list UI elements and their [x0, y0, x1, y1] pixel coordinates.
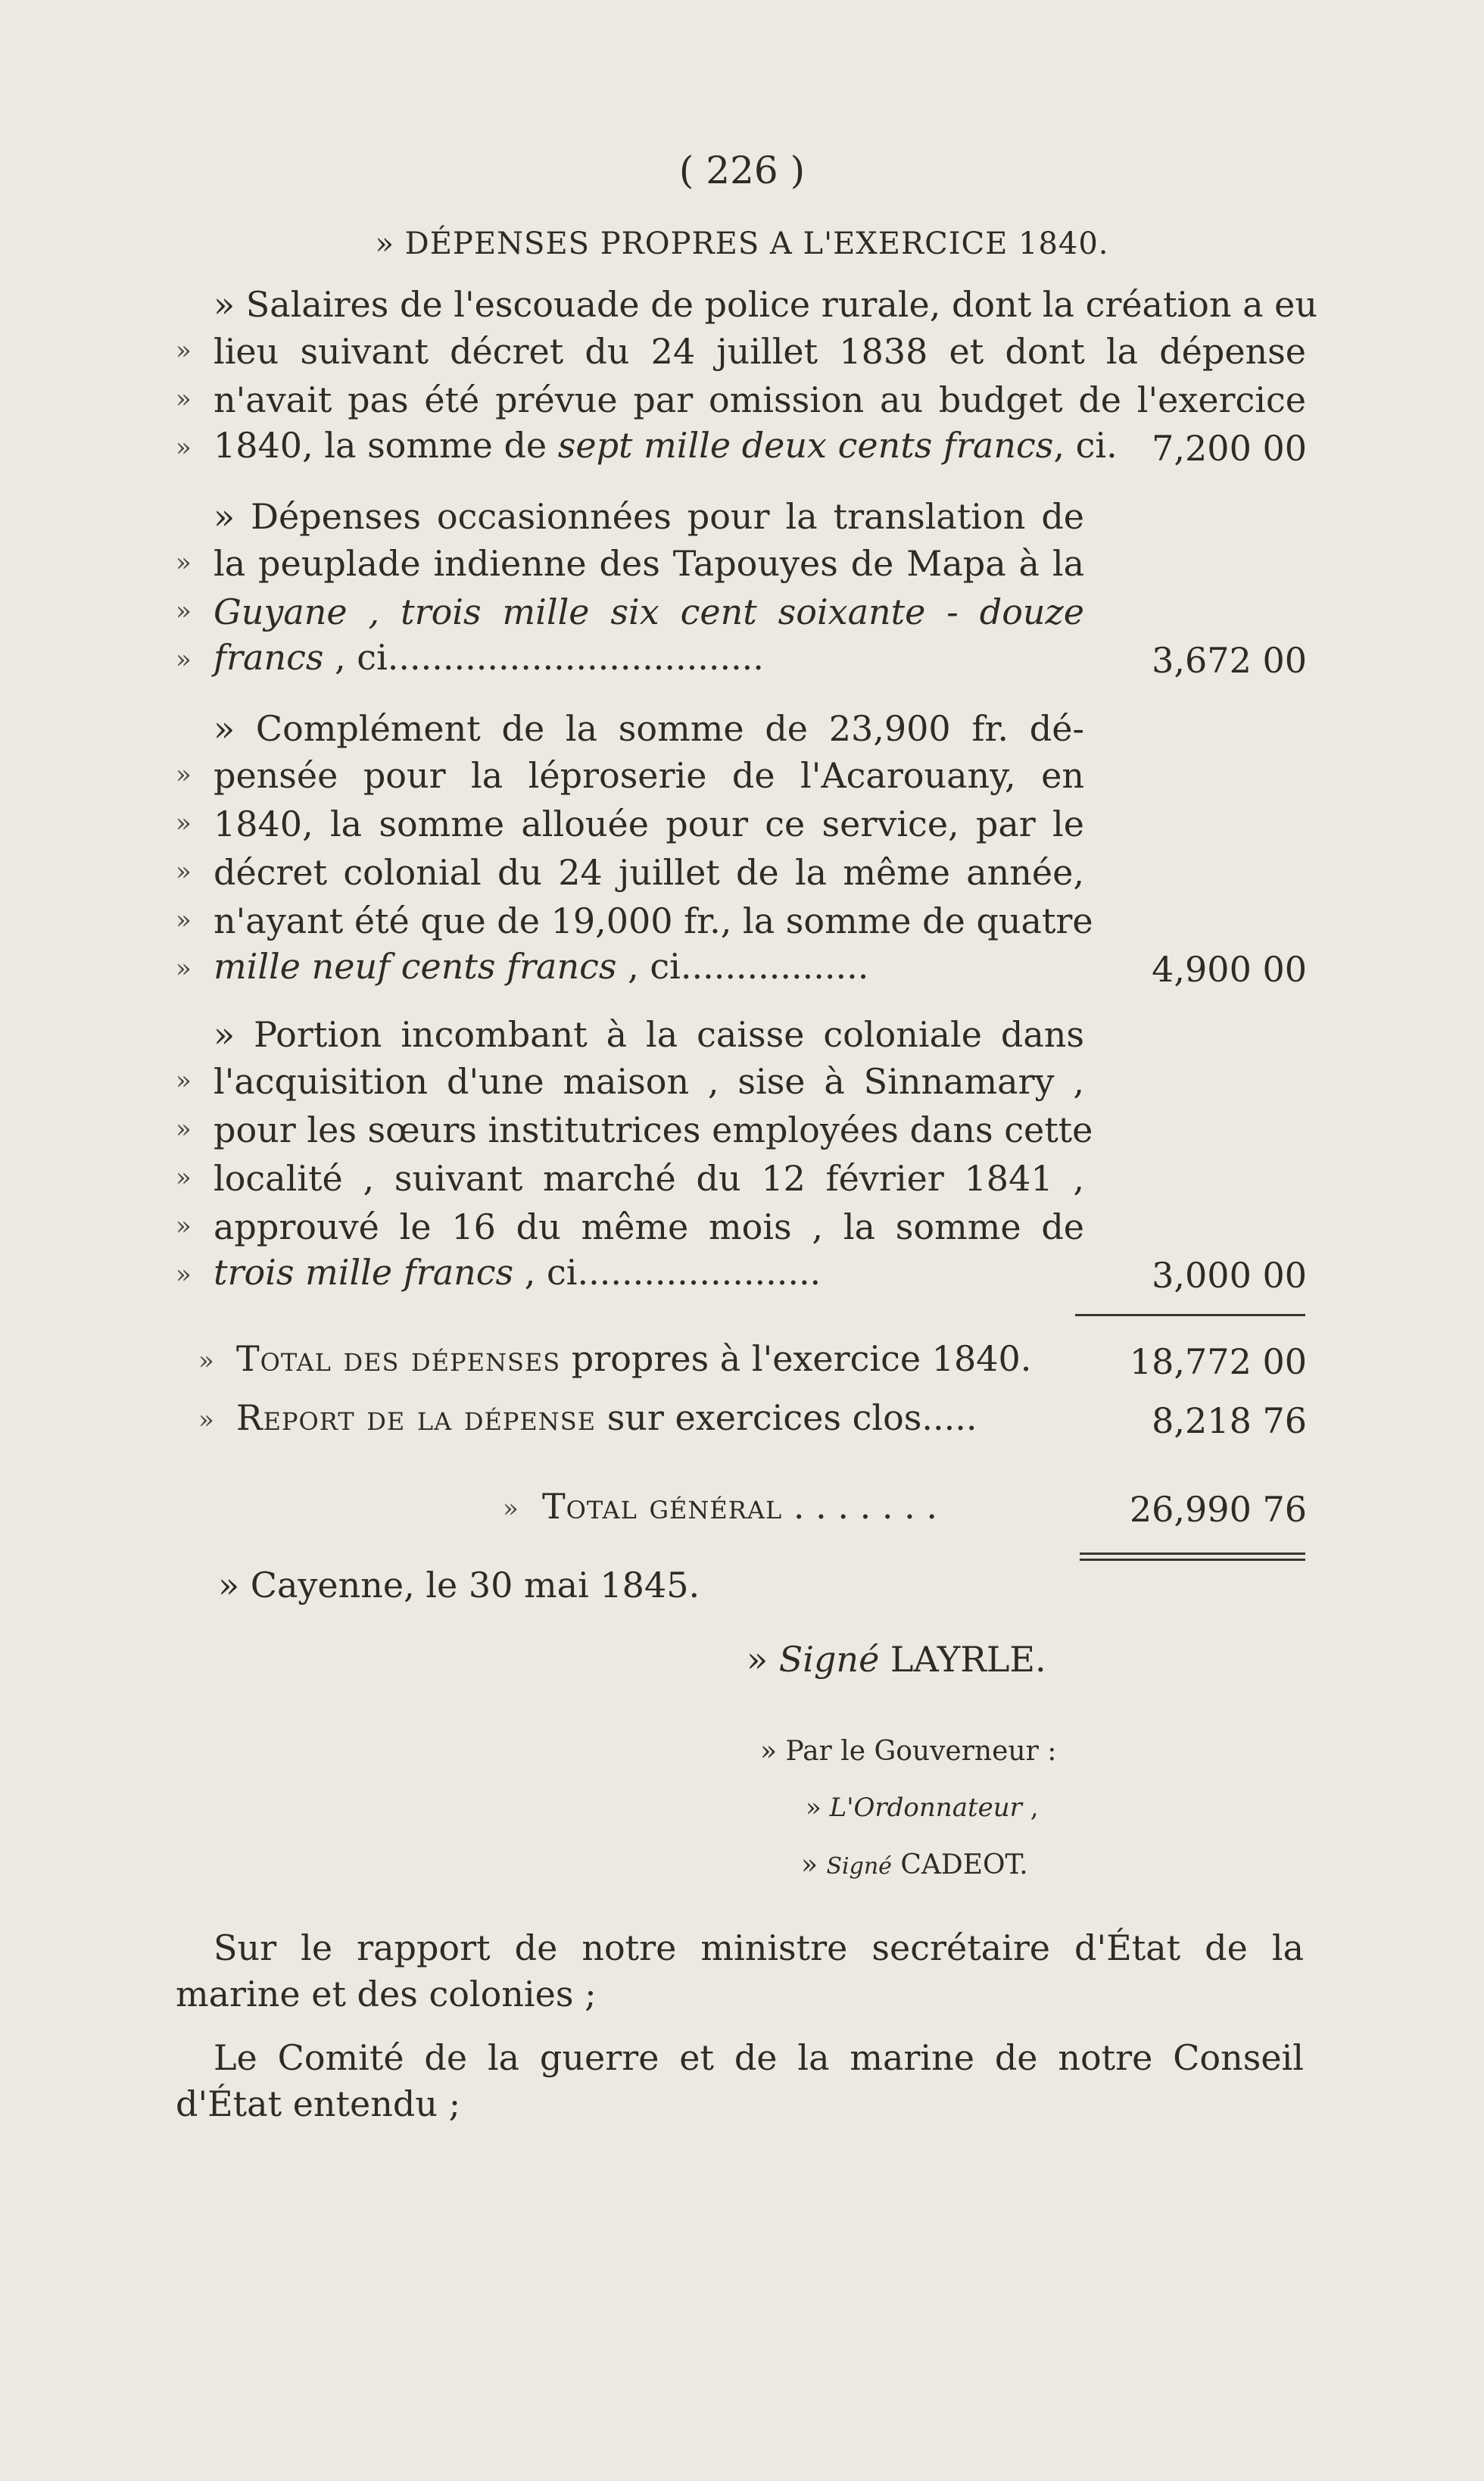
signature-cadeot: » Signé CADEOT. [801, 1849, 1028, 1880]
quote-mark: » [198, 1346, 214, 1376]
item-line: n'avait pas été prévue par omission au budget de l'exercice [214, 379, 1306, 420]
item-line: » Dépenses occasionnées pour la translation de [214, 496, 1084, 537]
total-general-line: Total général . . . . . . . [542, 1486, 937, 1527]
quote-mark: » [176, 857, 192, 887]
quote-mark: » [176, 596, 192, 626]
quote-mark: » [176, 432, 192, 463]
total-general-amount: 26,990 76 [1129, 1489, 1307, 1530]
item-amount: 3,672 00 [1152, 640, 1307, 681]
total-depenses-amount: 18,772 00 [1129, 1341, 1307, 1382]
section-title: » DÉPENSES PROPRES A L'EXERCICE 1840. [375, 226, 1109, 261]
signature-layrle: » Signé LAYRLE. [747, 1639, 1046, 1680]
quote-mark: » [176, 808, 192, 838]
item-line: localité , suivant marché du 12 février 1841 , [214, 1158, 1084, 1199]
quote-mark: » [176, 1066, 192, 1096]
total-depenses-line: Total des dépenses propres à l'exercice 1840. [236, 1338, 1032, 1379]
item-last-line: mille neuf cents francs , ci................. [214, 946, 869, 987]
item-line: » Portion incombant à la caisse coloniale dans [214, 1014, 1084, 1055]
item-line: approuvé le 16 du même mois , la somme de [214, 1206, 1084, 1247]
item-line: l'acquisition d'une maison , sise à Sinnamary , [214, 1061, 1084, 1102]
quote-mark: » [176, 1259, 192, 1290]
item-line: la peuplade indienne des Tapouyes de Mapa à la [214, 543, 1084, 584]
double-rule-top [1080, 1553, 1305, 1555]
item-line: » Salaires de l'escouade de police rurale, dont la création a eu [214, 284, 1318, 325]
page-number: ( 226 ) [678, 148, 806, 192]
paragraph-line: Le Comité de la guerre et de la marine de notre Conseil [214, 2037, 1304, 2078]
quote-mark: » [176, 384, 192, 414]
quote-mark: » [198, 1405, 214, 1435]
quote-mark: » [503, 1493, 519, 1524]
quote-mark: » [176, 1162, 192, 1193]
ordonnateur-line: » L'Ordonnateur , [806, 1793, 1039, 1823]
place-date: » Cayenne, le 30 mai 1845. [218, 1565, 700, 1606]
item-line: pensée pour la léproserie de l'Acarouany, en [214, 755, 1084, 796]
report-line: Report de la dépense sur exercices clos..... [236, 1397, 977, 1438]
item-line: décret colonial du 24 juillet de la même année, [214, 852, 1084, 893]
quote-mark: » [176, 548, 192, 578]
item-last-line: 1840, la somme de sept mille deux cents francs, ci. [214, 425, 1118, 466]
quote-mark: » [176, 905, 192, 935]
item-line: lieu suivant décret du 24 juillet 1838 et dont la dépense [214, 331, 1306, 372]
item-line: » Complément de la somme de 23,900 fr. dé- [214, 708, 1084, 749]
double-rule-bottom [1080, 1559, 1305, 1561]
item-line: pour les sœurs institutrices employées dans cette [214, 1109, 1093, 1150]
paragraph-line: Sur le rapport de notre ministre secrétaire d'État de la [214, 1927, 1304, 1968]
paragraph-line: d'État entendu ; [176, 2083, 461, 2124]
quote-mark: » [176, 953, 192, 984]
quote-mark: » [176, 644, 192, 675]
quote-mark: » [176, 335, 192, 366]
quote-mark: » [176, 1114, 192, 1144]
item-line: 1840, la somme allouée pour ce service, par le [214, 804, 1084, 844]
item-last-line: francs , ci.................................. [214, 637, 764, 678]
par-gouverneur: » Par le Gouverneur : [760, 1736, 1057, 1767]
item-amount: 4,900 00 [1152, 949, 1307, 990]
item-amount: 7,200 00 [1152, 428, 1307, 469]
item-amount: 3,000 00 [1152, 1255, 1307, 1296]
quote-mark: » [176, 1211, 192, 1241]
item-last-line: trois mille francs , ci...................... [214, 1252, 822, 1293]
rule-line [1075, 1314, 1305, 1316]
quote-mark: » [176, 760, 192, 790]
report-amount: 8,218 76 [1152, 1400, 1307, 1441]
paragraph-line: marine et des colonies ; [176, 1974, 597, 2014]
item-line: n'ayant été que de 19,000 fr., la somme de quatre [214, 900, 1093, 941]
item-line: Guyane , trois mille six cent soixante - douze [214, 591, 1084, 632]
